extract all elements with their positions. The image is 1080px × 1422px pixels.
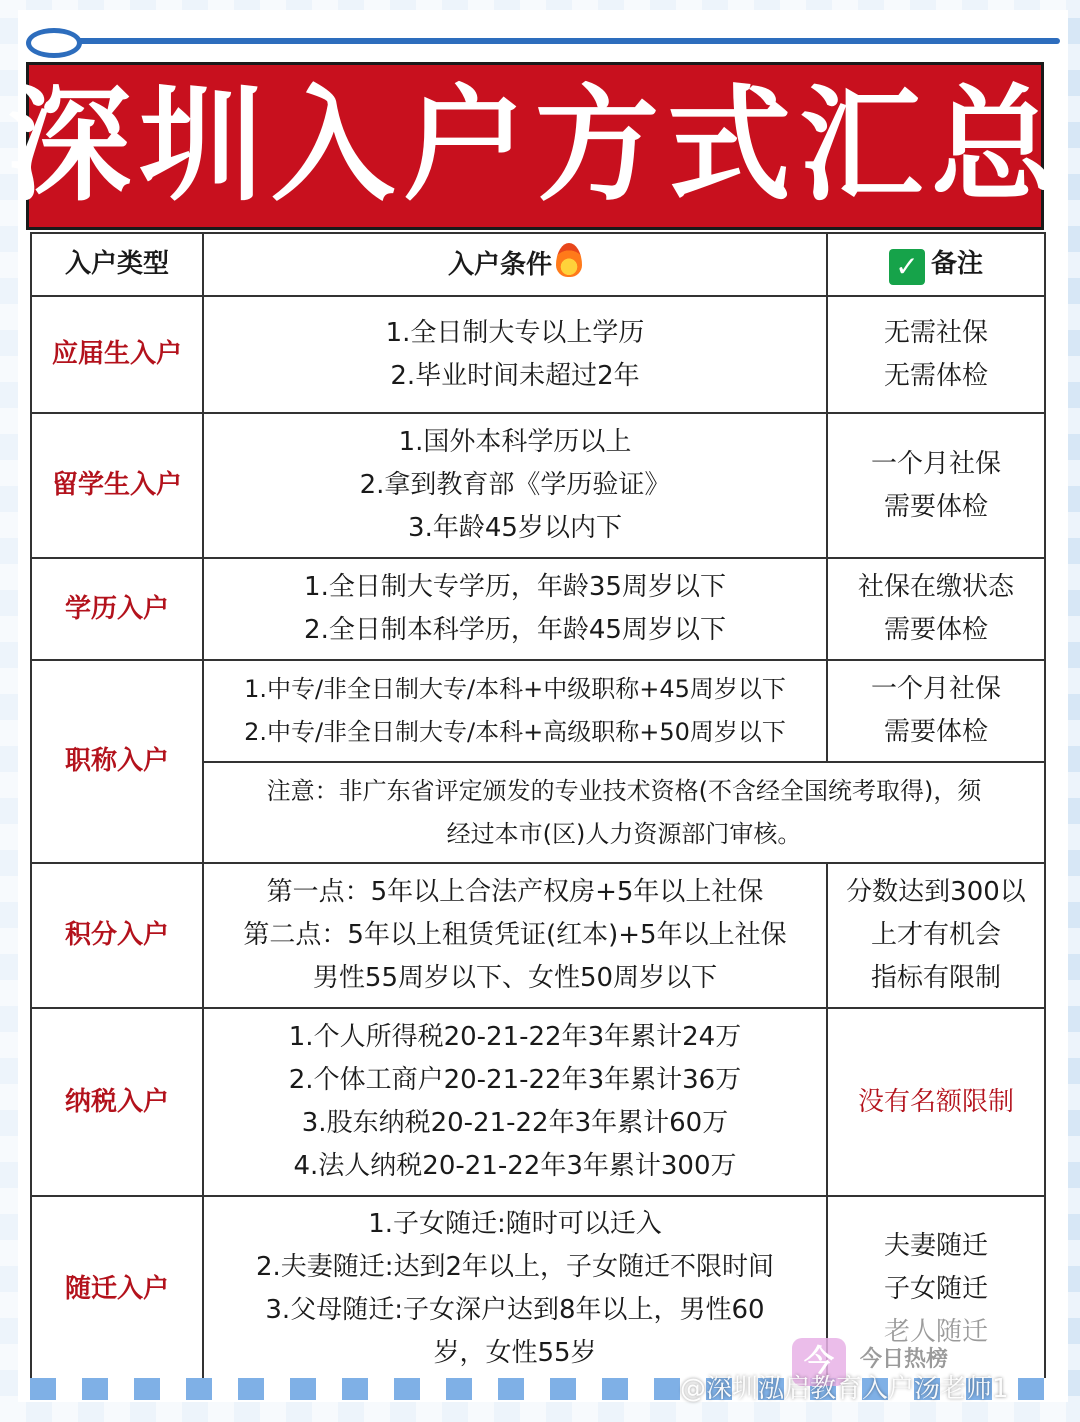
binder-ring-icon (26, 28, 82, 58)
row-notes (827, 660, 1045, 762)
condition-line: 岁，女性55岁 (433, 1338, 597, 1368)
row-notes (827, 413, 1045, 558)
row-remark (203, 762, 1045, 863)
note-line: 子女随迁 (883, 1273, 988, 1304)
note-line: 没有名额限制 (857, 1086, 1014, 1117)
row-notes (827, 558, 1045, 660)
row-type: 随迁入户 (31, 1196, 203, 1382)
condition-line: 1.全日制大专学历，年龄35周岁以下 (304, 572, 726, 602)
row-type: 应届生入户 (31, 296, 203, 413)
note-line: 需要体检 (883, 717, 988, 747)
remark-line: 经过本市(区)人力资源部门审核。 (446, 819, 802, 848)
condition-line: 1.中专/非全日制大专/本科+中级职称+45周岁以下 (244, 675, 786, 703)
note-line: 无需社保 (883, 317, 988, 348)
note-line: 一个月社保 (870, 674, 1001, 704)
table-row (31, 1008, 1045, 1196)
header-type-label: 入户类型 (64, 249, 169, 279)
header-conditions (203, 233, 827, 296)
row-notes (827, 296, 1045, 413)
note-line: 上才有机会 (870, 920, 1001, 950)
note-line: 分数达到300以 (846, 877, 1026, 907)
header-conditions-label: 入户条件 (447, 249, 552, 280)
note-line: 夫妻随迁 (883, 1230, 988, 1261)
condition-line: 1.全日制大专以上学历 (385, 317, 645, 348)
table-row (31, 660, 1045, 762)
note-line: 社保在缴状态 (857, 572, 1014, 602)
row-conditions (203, 863, 827, 1008)
condition-line: 4.法人纳税20-21-22年3年累计300万 (293, 1151, 737, 1181)
note-line: 需要体检 (883, 615, 988, 645)
table-header-row (31, 233, 1045, 296)
title-banner (7, 62, 1064, 230)
header-type (31, 233, 203, 296)
row-type: 纳税入户 (31, 1008, 203, 1196)
condition-line: 1.国外本科学历以上 (398, 427, 632, 457)
condition-line: 2.中专/非全日制大专/本科+高级职称+50周岁以下 (244, 718, 786, 746)
header-notes (827, 233, 1045, 296)
condition-line: 1.个人所得税20-21-22年3年累计24万 (288, 1022, 742, 1052)
watermark-logo-icon: 今 (792, 1338, 846, 1386)
note-line: 指标有限制 (870, 963, 1001, 993)
row-conditions (203, 558, 827, 660)
header-notes-label: 备注 (930, 249, 983, 279)
watermark-account: @深圳泓启教育入户汤老师1 (680, 1374, 1009, 1404)
condition-line: 2.个体工商户20-21-22年3年累计36万 (288, 1065, 742, 1095)
condition-line: 男性55周岁以下、女性50周岁以下 (312, 963, 718, 993)
table-row (31, 296, 1045, 413)
condition-line: 2.拿到教育部《学历验证》 (359, 470, 671, 500)
row-conditions (203, 413, 827, 558)
remark-line: 注意：非广东省评定颁发的专业技术资格(不含经全国统考取得)，须 (266, 776, 982, 805)
condition-line: 第一点：5年以上合法产权房+5年以上社保 (266, 877, 764, 907)
condition-line: 第二点：5年以上租赁凭证(红本)+5年以上社保 (243, 920, 787, 950)
note-line: 需要体检 (883, 491, 988, 522)
table-row (31, 558, 1045, 660)
condition-line: 2.夫妻随迁:达到2年以上，子女随迁不限时间 (255, 1252, 775, 1282)
table-row (31, 413, 1045, 558)
row-type: 学历入户 (31, 558, 203, 660)
row-conditions (203, 296, 827, 413)
row-conditions (203, 660, 827, 762)
condition-line: 3.父母随迁:子女深户达到8年以上，男性60 (265, 1295, 765, 1325)
row-type: 职称入户 (31, 660, 203, 863)
condition-line: 3.股东纳税20-21-22年3年累计60万 (301, 1108, 729, 1138)
page-title: 深圳入户方式汇总 (7, 74, 1064, 218)
fire-icon (556, 243, 582, 277)
row-conditions (203, 1196, 827, 1382)
row-type: 留学生入户 (31, 413, 203, 558)
row-notes (827, 1008, 1045, 1196)
condition-line: 1.子女随迁:随时可以迁入 (368, 1209, 662, 1239)
note-line: 老人随迁 (883, 1316, 988, 1347)
check-box-icon: ✓ (889, 249, 925, 285)
decorative-line (60, 38, 1060, 44)
note-line: 无需体检 (883, 360, 988, 391)
condition-line: 2.全日制本科学历，年龄45周岁以下 (304, 615, 726, 645)
table-row (31, 863, 1045, 1008)
watermark-brand: 今日热榜 (860, 1347, 949, 1372)
row-conditions (203, 1008, 827, 1196)
row-type: 积分入户 (31, 863, 203, 1008)
note-line: 一个月社保 (870, 448, 1001, 479)
household-registration-table (30, 232, 1046, 1383)
condition-line: 2.毕业时间未超过2年 (390, 360, 640, 391)
row-notes (827, 863, 1045, 1008)
condition-line: 3.年龄45岁以内下 (408, 513, 622, 543)
